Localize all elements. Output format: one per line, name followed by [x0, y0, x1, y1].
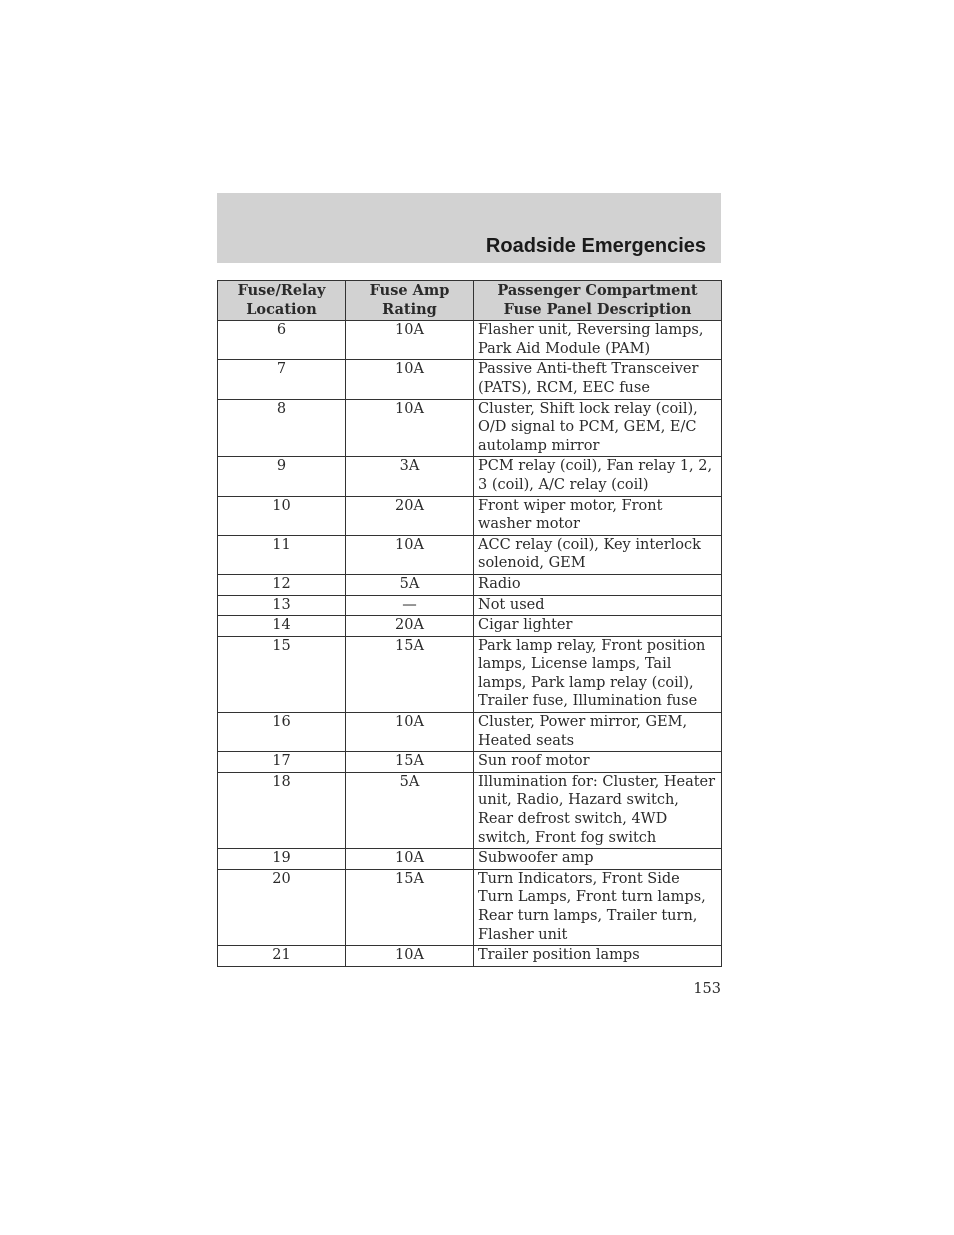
fuse-rating-cell: — — [346, 595, 474, 616]
table-row — [218, 535, 722, 574]
fuse-description-cell: Flasher unit, Reversing lamps, Park Aid Module (PAM) — [474, 321, 722, 360]
fuse-description-cell: ACC relay (coil), Key interlock solenoid, GEM — [474, 535, 722, 574]
fuse-rating-cell: 10A — [346, 713, 474, 752]
fuse-rating-cell: 15A — [346, 636, 474, 712]
fuse-location-cell: 11 — [218, 535, 346, 574]
section-title: Roadside Emergencies — [485, 235, 706, 257]
table-row — [218, 360, 722, 399]
table-header-row — [218, 281, 722, 321]
fuse-location-cell: 18 — [218, 772, 346, 848]
table-row — [218, 869, 722, 945]
fuse-description-cell: Not used — [474, 595, 722, 616]
table-row — [218, 496, 722, 535]
table-row — [218, 457, 722, 496]
table-row — [218, 772, 722, 848]
table-row — [218, 321, 722, 360]
fuse-description-cell: Park lamp relay, Front position lamps, License lamps, Tail lamps, Park lamp relay (coil), Trailer fuse, Illumination fuse — [474, 636, 722, 712]
fuse-rating-cell: 15A — [346, 752, 474, 773]
table-row — [218, 849, 722, 870]
fuse-rating-cell: 5A — [346, 772, 474, 848]
column-header-location: Fuse/Relay Location — [218, 281, 346, 321]
fuse-rating-cell: 10A — [346, 399, 474, 457]
fuse-rating-cell: 10A — [346, 535, 474, 574]
fuse-location-cell: 12 — [218, 574, 346, 595]
fuse-description-cell: Illumination for: Cluster, Heater unit, Radio, Hazard switch, Rear defrost switch, 4WD switch, Front fog switch — [474, 772, 722, 848]
fuse-location-cell: 15 — [218, 636, 346, 712]
table-row — [218, 595, 722, 616]
fuse-location-cell: 10 — [218, 496, 346, 535]
fuse-rating-cell: 10A — [346, 321, 474, 360]
table-row — [218, 946, 722, 967]
fuse-rating-cell: 10A — [346, 849, 474, 870]
table-row — [218, 752, 722, 773]
column-header-rating: Fuse Amp Rating — [346, 281, 474, 321]
fuse-location-cell: 7 — [218, 360, 346, 399]
fuse-rating-cell: 20A — [346, 616, 474, 637]
fuse-description-cell: Cluster, Shift lock relay (coil), O/D signal to PCM, GEM, E/C autolamp mirror — [474, 399, 722, 457]
fuse-rating-cell: 3A — [346, 457, 474, 496]
fuse-location-cell: 16 — [218, 713, 346, 752]
page-number: 153 — [693, 981, 721, 997]
fuse-description-cell: Cigar lighter — [474, 616, 722, 637]
fuse-location-cell: 9 — [218, 457, 346, 496]
fuse-description-cell: Radio — [474, 574, 722, 595]
table-row — [218, 399, 722, 457]
fuse-description-cell: Sun roof motor — [474, 752, 722, 773]
fuse-location-cell: 6 — [218, 321, 346, 360]
table-row — [218, 636, 722, 712]
fuse-description-cell: Turn Indicators, Front Side Turn Lamps, Front turn lamps, Rear turn lamps, Trailer turn, Flasher unit — [474, 869, 722, 945]
fuse-location-cell: 21 — [218, 946, 346, 967]
fuse-table — [217, 280, 722, 967]
fuse-location-cell: 19 — [218, 849, 346, 870]
section-header-band — [217, 193, 721, 263]
table-row — [218, 713, 722, 752]
fuse-location-cell: 20 — [218, 869, 346, 945]
fuse-rating-cell: 10A — [346, 360, 474, 399]
fuse-description-cell: Trailer position lamps — [474, 946, 722, 967]
fuse-description-cell: Front wiper motor, Front washer motor — [474, 496, 722, 535]
fuse-description-cell: Passive Anti-theft Transceiver (PATS), RCM, EEC fuse — [474, 360, 722, 399]
column-header-description: Passenger Compartment Fuse Panel Description — [474, 281, 722, 321]
fuse-rating-cell: 20A — [346, 496, 474, 535]
fuse-location-cell: 8 — [218, 399, 346, 457]
fuse-description-cell: Subwoofer amp — [474, 849, 722, 870]
fuse-location-cell: 17 — [218, 752, 346, 773]
fuse-description-cell: Cluster, Power mirror, GEM, Heated seats — [474, 713, 722, 752]
fuse-rating-cell: 5A — [346, 574, 474, 595]
fuse-location-cell: 14 — [218, 616, 346, 637]
fuse-table-body — [218, 321, 722, 967]
table-row — [218, 616, 722, 637]
fuse-rating-cell: 15A — [346, 869, 474, 945]
fuse-rating-cell: 10A — [346, 946, 474, 967]
fuse-location-cell: 13 — [218, 595, 346, 616]
table-row — [218, 574, 722, 595]
fuse-description-cell: PCM relay (coil), Fan relay 1, 2, 3 (coil), A/C relay (coil) — [474, 457, 722, 496]
